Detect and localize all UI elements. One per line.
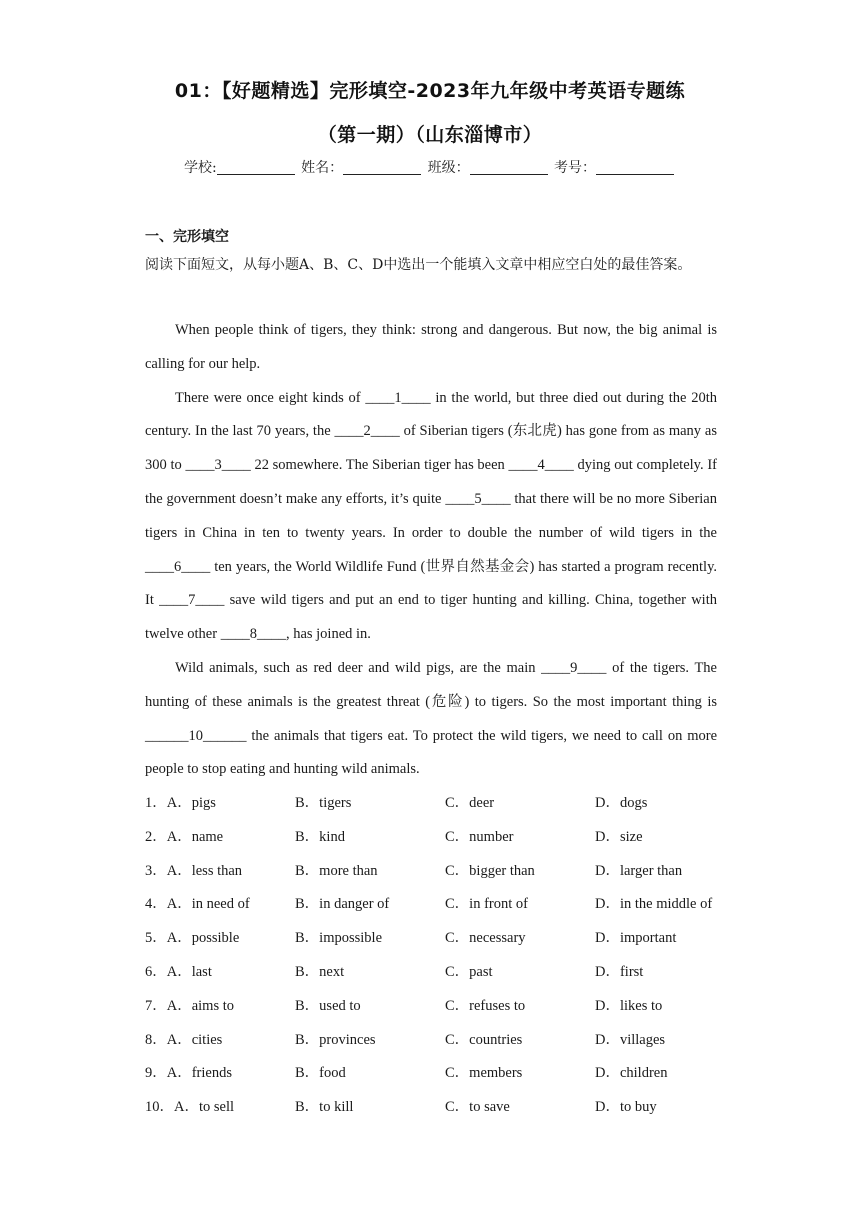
page-subtitle: （第一期）（山东淄博市） (317, 124, 543, 146)
question-3-option-a (145, 855, 242, 889)
question-8-option-c: C．countries (445, 1031, 523, 1048)
school-blank (217, 160, 295, 175)
question-9-option-d: D．children (595, 1065, 668, 1082)
question-row (145, 990, 735, 1024)
question-row (145, 922, 735, 956)
name-blank (343, 160, 421, 175)
question-10-option-c: C．to save (445, 1099, 510, 1116)
passage-paragraph: When people think of tigers, they think: strong and dangerous. But now, the big animal is calling for our help. (145, 322, 717, 372)
option-text: A．pigs (166, 795, 216, 811)
question-row (145, 1024, 735, 1058)
question-number: 3． (145, 862, 167, 879)
exam-number-label: 考号： (554, 160, 597, 176)
question-5-option-c: C．necessary (445, 930, 526, 947)
question-3-option-b: B．more than (295, 862, 378, 879)
class-blank (470, 160, 548, 175)
question-9-option-b: B．food (295, 1065, 346, 1082)
question-number: 10． (145, 1099, 174, 1116)
question-number: 5． (145, 930, 167, 947)
question-5-option-a (145, 922, 239, 956)
question-number: 1． (145, 795, 167, 811)
question-number: 7． (145, 997, 167, 1014)
option-text: A．friends (166, 1065, 232, 1082)
exam-number-blank (596, 160, 674, 175)
question-8-option-a (145, 1024, 222, 1058)
question-number: 8． (145, 1031, 167, 1048)
question-4-option-a (145, 888, 250, 922)
option-text: A．aims to (166, 997, 235, 1014)
page-title: 01：【好题精选】完形填空-2023年九年级中考英语专题练 (174, 80, 686, 102)
question-6-option-b: B．next (295, 963, 345, 980)
section-heading: 一、完形填空 (145, 229, 229, 245)
passage-paragraph: Wild animals, such as red deer and wild pigs, are the main ____9____ of the tigers. The hunting of these animals is the greatest threat (危险) to tigers. So the most important thing is ______10______ the animals that tigers eat. To protect the wild tigers, we need to call on more people to stop eating and hunting wild animals. (145, 659, 717, 778)
question-1-option-c: C．deer (445, 795, 495, 811)
question-number: 6． (145, 963, 167, 980)
question-2-option-b: B．kind (295, 828, 345, 845)
name-label: 姓名： (301, 160, 344, 176)
question-4-option-c: C．in front of (445, 896, 528, 913)
question-number: 2． (145, 828, 167, 845)
question-2-option-c: C．number (445, 828, 514, 845)
question-9-option-c: C．members (445, 1065, 523, 1082)
question-10-option-d: D．to buy (595, 1099, 657, 1116)
question-8-option-b: B．provinces (295, 1031, 376, 1048)
question-1-option-b: B．tigers (295, 795, 352, 811)
question-3-option-d: D．larger than (595, 862, 683, 879)
question-5-option-d: D．important (595, 930, 677, 947)
question-1-option-a (145, 787, 216, 821)
option-text: A．last (166, 963, 212, 980)
question-number: 9． (145, 1065, 167, 1082)
question-4-option-d: D．in the middle of (595, 896, 713, 913)
question-3-option-c: C．bigger than (445, 862, 535, 879)
option-text: A．in need of (166, 896, 250, 913)
question-2-option-d: D．size (595, 828, 643, 845)
option-text: A．to sell (174, 1099, 235, 1116)
question-row (145, 888, 735, 922)
passage-paragraph: There were once eight kinds of ____1____ in the world, but three died out during the 20th century. In the last 70 years, the ____2____ of Siberian tigers (东北虎) has gone from as many as 300 to ____3____ 22 somewhere. The Siberian tiger has been ____4____ dying out completely. If the government doesn’t make any efforts, it’s quite ____5____ that there will be no more Siberian tigers in China in ten to twenty years. In order to double the number of wild tigers in the ____6____ ten years, the World Wildlife Fund (世界自然基金会) has started a program recently. It ____7____ save wild tigers and put an end to tiger hunting and killing. China, together with twelve other ____8____, has joined in. (145, 389, 717, 643)
question-options (145, 787, 735, 1125)
question-10-option-a (145, 1091, 234, 1125)
question-number: 4． (145, 896, 167, 913)
question-10-option-b: B．to kill (295, 1099, 354, 1116)
question-row (145, 956, 735, 990)
question-9-option-a (145, 1057, 232, 1091)
question-2-option-a (145, 821, 223, 855)
question-8-option-d: D．villages (595, 1031, 666, 1048)
option-text: A．cities (166, 1031, 223, 1048)
question-7-option-a (145, 990, 234, 1024)
option-text: A．name (166, 828, 224, 845)
question-6-option-a (145, 956, 212, 990)
question-7-option-c: C．refuses to (445, 997, 526, 1014)
passage (145, 314, 717, 787)
question-7-option-d: D．likes to (595, 997, 663, 1014)
question-4-option-b: B．in danger of (295, 896, 390, 913)
question-row (145, 787, 735, 821)
section-instructions: 阅读下面短文，从每小题A、B、C、D中选出一个能填入文章中相应空白处的最佳答案。 (145, 257, 692, 273)
question-row (145, 1091, 735, 1125)
option-text: A．possible (166, 930, 240, 947)
question-row (145, 855, 735, 889)
option-text: A．less than (166, 862, 243, 879)
question-6-option-d: D．first (595, 963, 644, 980)
question-5-option-b: B．impossible (295, 930, 383, 947)
question-row (145, 821, 735, 855)
school-label: 学校: (183, 160, 217, 176)
question-1-option-d: D．dogs (595, 795, 648, 811)
student-info-line (60, 157, 800, 177)
question-7-option-b: B．used to (295, 997, 361, 1014)
question-6-option-c: C．past (445, 963, 493, 980)
question-row (145, 1057, 735, 1091)
class-label: 班级： (427, 160, 470, 176)
